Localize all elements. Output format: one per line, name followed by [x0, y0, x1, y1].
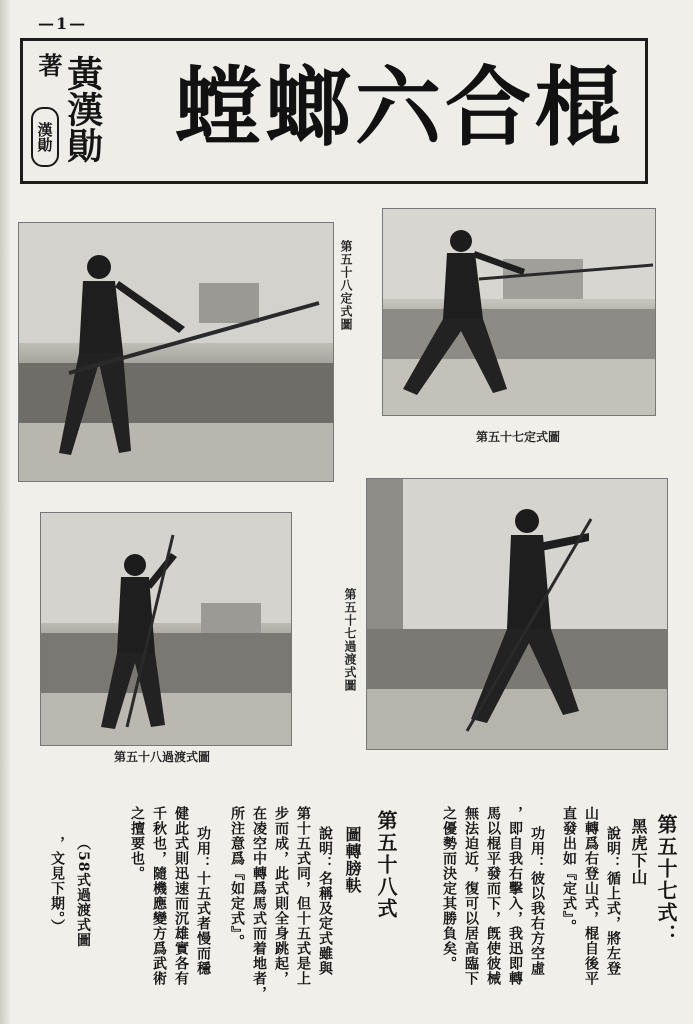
figure-57-fixed-illustration: [383, 209, 655, 415]
text-col-note: ，文見下期。）: [49, 836, 65, 934]
text-col: 直發出如『定式』。: [561, 806, 577, 934]
text-col: 所注意爲『如定式』。: [229, 806, 245, 949]
text-col: ，即自我右擊入，我迅即轉: [507, 806, 523, 986]
text-col-note: （58式過渡式圖: [75, 836, 91, 948]
caption-58-fixed: 第五十八定式圖: [339, 240, 353, 331]
photo-58-transition: [40, 512, 292, 746]
text-col: 說明：名稱及定式雖與: [317, 826, 333, 976]
text-col: 步而成，此式則全身跳起，: [273, 806, 289, 986]
caption-57-transition: 第五十七過渡式圖: [343, 588, 357, 692]
text-col-heading-58: 第五十八式: [374, 810, 398, 920]
text-col: 之擅要也。: [129, 806, 145, 881]
text-col: 山轉爲右登山式，棍自後平: [583, 806, 599, 986]
book-title: 螳螂六合棍: [175, 57, 625, 158]
text-col-heading-57: 第五十七式：: [654, 814, 678, 946]
figure-57-transition-illustration: [367, 479, 667, 749]
figure-58-transition-illustration: [41, 513, 291, 745]
text-col: 在凌空中轉爲馬式而着地者，: [251, 806, 267, 1001]
text-col-subtitle-57: 黑虎下山: [629, 818, 648, 886]
caption-58-transition: 第五十八過渡式圖: [114, 750, 211, 764]
caption-57-fixed: 第五十七定式圖: [476, 430, 561, 444]
text-col: 功用：彼以我右方空虛: [529, 826, 545, 976]
page-number: —1—: [38, 14, 88, 33]
text-col: 無法迫近，復可以居高臨下: [463, 806, 479, 986]
text-col: 馬以棍平發而下，旣使彼械: [485, 806, 501, 986]
author-seal: 漢勛: [31, 107, 59, 167]
text-col: 第十五式同，但十五式是上: [295, 806, 311, 986]
figure-58-fixed-illustration: [19, 223, 333, 481]
text-col-subtitle-58: 圖轉膀䡍: [343, 826, 362, 894]
text-col: 健此式則迅速而沉雄實各有: [173, 806, 189, 986]
text-col: 說明：循上式，將左登: [605, 826, 621, 976]
text-col: 千秋也，隨機應變方爲武術: [151, 806, 167, 986]
page-margin-strip: [0, 0, 10, 1024]
title-banner: [20, 38, 648, 184]
photo-57-transition: [366, 478, 668, 750]
photo-58-fixed: [18, 222, 334, 482]
author-suffix: 著: [34, 53, 63, 77]
author-name: 黃漢勛: [61, 55, 104, 163]
text-col: 之優勢而決定其勝負矣。: [441, 806, 457, 971]
photo-57-fixed: [382, 208, 656, 416]
text-col: 功用：十五式者慢而穩: [195, 826, 211, 976]
